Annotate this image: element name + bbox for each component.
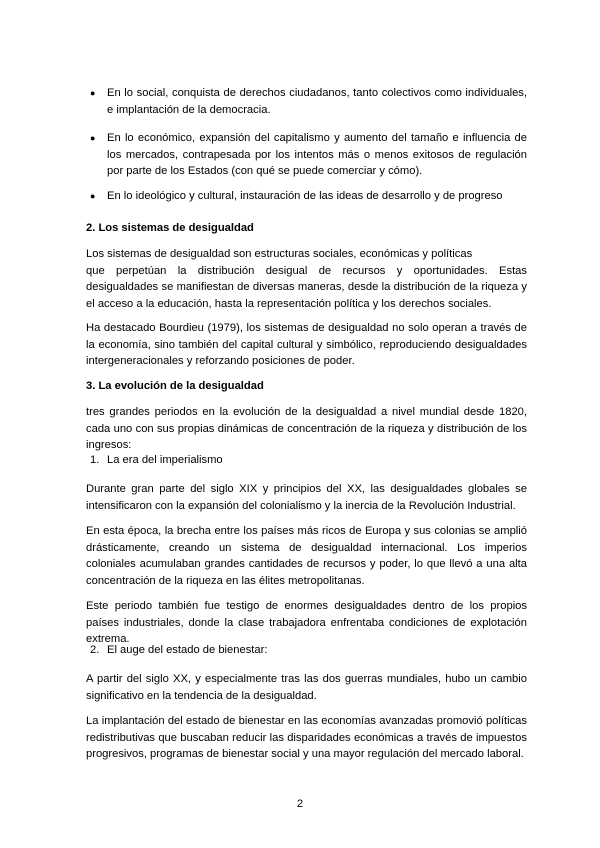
paragraph-este-periodo: Este periodo también fue testigo de enormes desigualdades dentro de los propios países industriales, donde la clase trabajadora enfrentaba condiciones de explotación extrema. [86,600,527,645]
section-2-heading: 2. Los sistemas de desigualdad [86,222,254,234]
list-item-imperialismo: La era del imperialismo [107,454,223,466]
bullet-social: En lo social, conquista de derechos ciudadanos, tanto colectivos como individuales, e implantación de la democracia. [107,87,527,116]
paragraph-implantacion: La implantación del estado de bienestar en las economías avanzadas promovió políticas redistributivas que buscaban reducir las disparidades económicas a través de impuestos progresivos, programas de bienestar social y una mayor regulación del mercado laboral. [86,715,527,760]
list-number-2: 2. [90,644,100,656]
section-2-p2: Ha destacado Bourdieu (1979), los sistemas de desigualdad no solo operan a través de la economía, sino también del capital cultural y simbólico, reproduciendo desigualdades intergeneracionales y reforzando posiciones de poder. [86,322,527,367]
bullet-ideologico: En lo ideológico y cultural, instauración de las ideas de desarrollo y de progreso [107,190,503,202]
section-3-intro: tres grandes periodos en la evolución de la desigualdad a nivel mundial desde 1820, cada uno con sus propias dinámicas de concentración de la riqueza y distribución de los ingresos: [86,406,527,451]
section-2-p1: que perpetúan la distribución desigual de recursos y oportunidades. Estas desigualdades se manifiestan de diversas maneras, desde la distribución de la riqueza y el acceso a la educación, hasta la representación política y los derechos sociales. [86,264,527,310]
paragraph-siglo-xx: A partir del siglo XX, y especialmente tras las dos guerras mundiales, hubo un cambio significativo en la tendencia de la desigualdad. [86,673,527,702]
paragraph-siglo-xix: Durante gran parte del siglo XIX y principios del XX, las desigualdades globales se intensificaron con la expansión del colonialismo y la inercia de la Revolución Industrial. [86,483,527,512]
section-3-heading: 3. La evolución de la desigualdad [86,380,264,392]
bullet-economico: En lo económico, expansión del capitalismo y aumento del tamaño e influencia de los mercados, contrapesada por los intentos más o menos exitosos de regulación por parte de los Estados (con qué se puede comerciar y cómo). [107,132,527,177]
list-item-estado-bienestar: El auge del estado de bienestar: [107,644,268,656]
bullet-marker: ● [90,191,96,201]
list-number-1: 1. [90,454,100,466]
paragraph-esta-epoca: En esta época, la brecha entre los países más ricos de Europa y sus colonias se amplió drásticamente, creando un sistema de desigualdad internacional. Los imperios coloniales acumulaban grandes cantidades de recursos y poder, lo que llevó a una alta concentración de la riqueza en las élites metropolitanas. [86,525,527,587]
bullet-marker: ● [90,88,96,98]
section-2-p1-line1: Los sistemas de desigualdad son estructuras sociales, económicas y políticas [86,248,473,260]
bullet-marker: ● [90,133,96,143]
page-number: 2 [296,798,304,810]
